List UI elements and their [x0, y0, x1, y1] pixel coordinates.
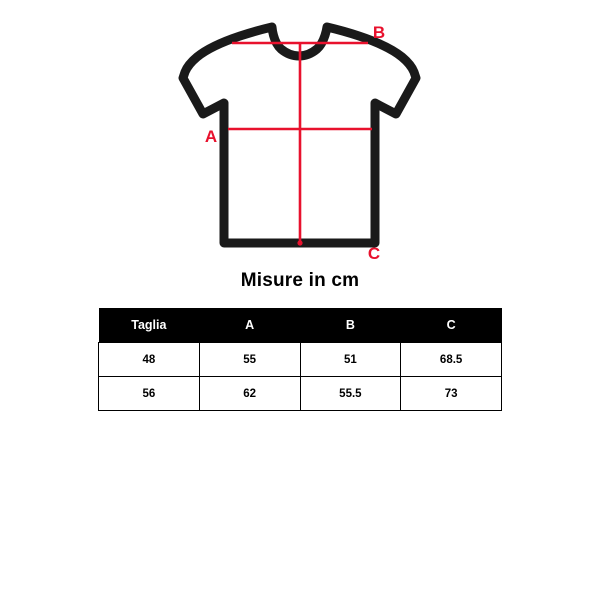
table-row	[99, 377, 502, 411]
cell-c: 73	[401, 377, 502, 411]
measure-label-c: C	[367, 244, 381, 263]
column-header-b: B	[300, 308, 401, 343]
measure-label-a: A	[204, 127, 218, 146]
measure-lines	[228, 43, 372, 246]
column-header-c: C	[401, 308, 502, 343]
cell-size: 48	[99, 343, 200, 377]
table-header-row	[99, 308, 502, 343]
tshirt-diagram	[0, 0, 600, 265]
column-header-a: A	[199, 308, 300, 343]
cell-size: 56	[99, 377, 200, 411]
cell-b: 55.5	[300, 377, 401, 411]
cell-a: 62	[199, 377, 300, 411]
measure-label-b: B	[372, 23, 386, 42]
size-table-wrapper	[98, 308, 502, 411]
table-row	[99, 343, 502, 377]
measurement-unit-caption: Misure in cm	[240, 270, 360, 291]
size-table	[98, 308, 502, 411]
cell-c: 68.5	[401, 343, 502, 377]
cell-a: 55	[199, 343, 300, 377]
size-table-head	[99, 308, 502, 343]
tshirt-diagram-svg	[0, 0, 600, 265]
cell-b: 51	[300, 343, 401, 377]
column-header-taglia: Taglia	[99, 308, 200, 343]
size-table-body	[99, 343, 502, 411]
